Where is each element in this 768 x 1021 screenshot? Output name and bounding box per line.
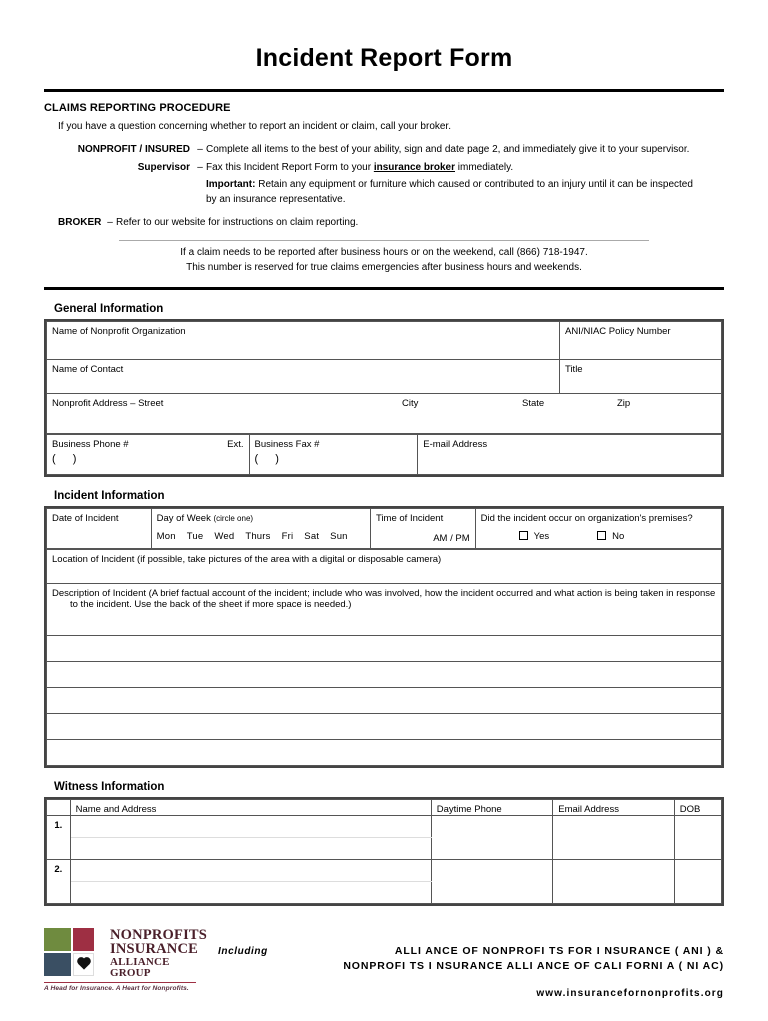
time-of-incident-label: Time of Incident [376,512,444,524]
witness-name-address-field[interactable] [70,815,431,837]
procedure-bottom-divider [44,287,724,290]
description-blank-line[interactable] [47,739,722,765]
title-field[interactable] [560,359,722,393]
procedure-row-supervisor [44,161,724,176]
witness-information-table [46,799,722,904]
important-spacer-2 [44,193,206,208]
witness-name-address-header: Name and Address [70,799,431,815]
date-of-incident-label: Date of Incident [52,512,119,524]
nonprofit-dash: – [197,144,203,156]
logo-line-1: NONPROFITS [110,926,208,943]
procedure-important-row [44,178,724,193]
page-title: Incident Report Form [255,44,513,72]
description-blank-line[interactable] [47,661,722,687]
logo-line-2: INSURANCE [110,941,199,957]
day-option-wed[interactable]: Wed [214,530,235,542]
table-header-row [47,799,722,815]
afterhours-line-2: This number is reserved for true claims emergencies after business hours and weekends. [186,261,582,273]
business-fax-field[interactable] [249,434,418,474]
premises-no-label: No [612,530,625,542]
witness-number-header [47,799,71,815]
supervisor-label: Supervisor [137,161,190,173]
email-field[interactable] [418,434,722,474]
logo-line-3: ALLIANCE GROUP [110,955,170,979]
table-row-blank-2 [47,661,722,687]
address-label: Nonprofit Address – Street [52,397,164,409]
policy-number-label: ANI/NIAC Policy Number [565,325,671,337]
description-blank-line[interactable] [47,635,722,661]
general-information-contact-table [46,434,722,475]
zip-label: Zip [617,397,631,409]
location-hint: (if possible, take pictures of the area with a digital or disposable camera) [137,553,442,565]
description-blank-line[interactable] [47,687,722,713]
supervisor-text-after: immediately. [455,161,514,173]
incident-detail-table [46,549,722,766]
table-row-blank-1 [47,635,722,661]
witness-daytime-phone-field[interactable] [431,859,553,903]
business-fax-label: Business Fax # [254,438,320,450]
procedure-heading: CLAIMS REPORTING PROCEDURE [44,102,231,114]
day-option-tue[interactable]: Tue [186,530,204,542]
table-row-incident-top [47,508,722,548]
logo-divider [44,982,196,983]
procedure-row-broker [44,216,724,231]
procedure-row-nonprofit [44,143,724,158]
phone-paren: ( ) [52,452,84,465]
website-url[interactable]: www.insurancefornonprofits.org [536,988,724,999]
insurance-broker-emphasis: insurance broker [373,161,455,173]
description-blank-line[interactable] [47,713,722,739]
logo-top [44,926,208,979]
day-option-mon[interactable]: Mon [156,530,176,542]
supervisor-text-before: Fax this Incident Report Form to your [206,161,374,173]
footer-content [44,928,724,1000]
checkbox-no-icon[interactable] [597,531,606,540]
premises-no-option[interactable] [597,531,624,542]
contact-name-field[interactable] [47,359,560,393]
broker-instruction: Refer to our website for instructions on claim reporting. [116,217,359,229]
nonprofit-insured-label: NONPROFIT / INSURED [77,144,190,156]
nonprofits-insurance-alliance-logo [44,926,208,992]
logo-tagline: A Head for Insurance. A Heart for Nonprofits. [44,984,189,992]
day-option-sat[interactable]: Sat [304,530,320,542]
day-of-week-label: Day of Week [156,512,211,524]
location-of-incident-field[interactable] [47,549,722,583]
important-spacer [44,178,206,193]
date-of-incident-field[interactable] [47,508,152,548]
alliance-line-1: ALLI ANCE OF NONPROFI TS FOR I NSURANCE ( ANI ) & [394,944,724,957]
premises-yes-option[interactable] [519,531,550,542]
premises-question-label: Did the incident occur on organization's premises? [480,512,693,524]
logo-color-blocks-icon [44,928,102,979]
general-information-table [46,321,722,434]
day-of-week-options[interactable] [157,531,365,542]
table-row-phone [47,434,722,474]
logo-wordmark [110,928,207,979]
table-row-description [47,583,722,635]
table-row [47,815,722,837]
alliance-line-2: NONPROFI TS I NSURANCE ALLI ANCE OF CALI FORNI A ( NI AC) [343,960,724,973]
location-label: Location of Incident [52,553,135,565]
logo-row-top [44,928,102,951]
business-phone-label: Business Phone # [52,438,129,450]
broker-label: BROKER [58,217,102,229]
description-hint-3: to the incident. Use the back of the sheet if more space is needed.) [70,598,352,610]
premises-yes-label: Yes [533,530,550,542]
important-body: Retain any equipment or furniture which caused or contributed to an injury until it can be inspected [255,179,693,191]
incident-information-table [46,508,722,549]
city-label: City [402,397,419,409]
afterhours-line-1: If a claim needs to be reported after business hours or on the weekend, call (866) 718-1947. [180,246,588,258]
email-label: E-mail Address [423,438,488,450]
org-name-field[interactable] [47,321,560,359]
page-footer [0,928,768,1000]
broker-dash: – [107,217,113,229]
claims-reporting-procedure-section [44,92,724,283]
table-row-location [47,549,722,583]
ampm-toggle[interactable]: AM / PM [433,532,470,544]
day-of-week-field[interactable] [151,508,370,548]
table-row-blank-3 [47,687,722,713]
logo-heart-block [73,953,94,976]
witness-row-number: 2. [47,859,71,903]
alliance-names [268,944,724,1000]
incident-information-heading: Incident Information [54,489,165,502]
day-option-sun[interactable]: Sun [330,530,348,542]
witness-dob-field[interactable] [674,815,721,859]
premises-options [481,531,716,542]
important-body-2: by an insurance representative. [206,193,346,205]
state-label: State [522,397,545,409]
ext-label: Ext. [227,438,244,450]
witness-row-number: 1. [47,815,71,859]
logo-navy-block [44,953,71,976]
org-name-label: Name of Nonprofit Organization [52,325,186,337]
table-row [47,859,722,881]
time-of-incident-field[interactable] [371,508,476,548]
important-label: Important: [206,179,256,191]
witness-email-field[interactable] [553,815,675,859]
including-label: Including [218,945,268,957]
witness-dob-field[interactable] [674,859,721,903]
table-row-address [47,393,722,433]
logo-red-block [73,928,94,951]
table-row-contact [47,359,722,393]
logo-row-bottom [44,953,102,976]
heart-icon [78,959,89,970]
logo-green-block [44,928,71,951]
day-option-fri[interactable]: Fri [281,530,294,542]
important-text [206,178,724,193]
contact-name-label: Name of Contact [52,363,124,375]
description-of-incident-field[interactable] [47,583,722,635]
premises-question-field [475,508,721,548]
table-row-org [47,321,722,359]
witness-name-address-field[interactable] [70,859,431,881]
title-label: Title [565,363,583,375]
witness-address-line[interactable] [70,881,431,903]
description-label: Description of Incident [52,587,146,599]
checkbox-yes-icon[interactable] [519,531,528,540]
witness-address-line[interactable] [70,837,431,859]
witness-email-field[interactable] [553,859,675,903]
day-of-week-hint: (circle one) [213,513,254,523]
business-phone-field[interactable] [47,434,250,474]
nonprofit-instruction: Complete all items to the best of your ability, sign and date page 2, and immediately give it to your supervisor. [206,144,690,156]
witness-email-header: Email Address [553,799,675,815]
address-field[interactable] [47,393,722,433]
description-hint-2: response [676,587,716,599]
table-row-blank-4 [47,713,722,739]
fax-paren: ( ) [254,452,286,465]
general-information-heading: General Information [54,302,164,315]
procedure-important-row-2 [44,193,724,208]
supervisor-dash: – [197,161,203,173]
witness-information-table-wrap [44,797,724,906]
witness-information-heading: Witness Information [54,780,165,793]
table-row-blank-5 [47,739,722,765]
description-hint-1: (A brief factual account of the incident; include who was involved, how the incident occurred and what action is being taken in [148,587,674,599]
witness-dob-header: DOB [674,799,721,815]
witness-daytime-phone-field[interactable] [431,815,553,859]
day-option-thurs[interactable]: Thurs [245,530,271,542]
general-information-table-wrap [44,319,724,477]
afterhours-notice [44,241,724,283]
procedure-intro: If you have a question concerning whether to report an incident or claim, call your broker. [58,120,451,132]
supervisor-instruction [206,161,724,176]
incident-information-table-wrap [44,506,724,768]
policy-number-field[interactable] [560,321,722,359]
witness-daytime-phone-header: Daytime Phone [431,799,553,815]
